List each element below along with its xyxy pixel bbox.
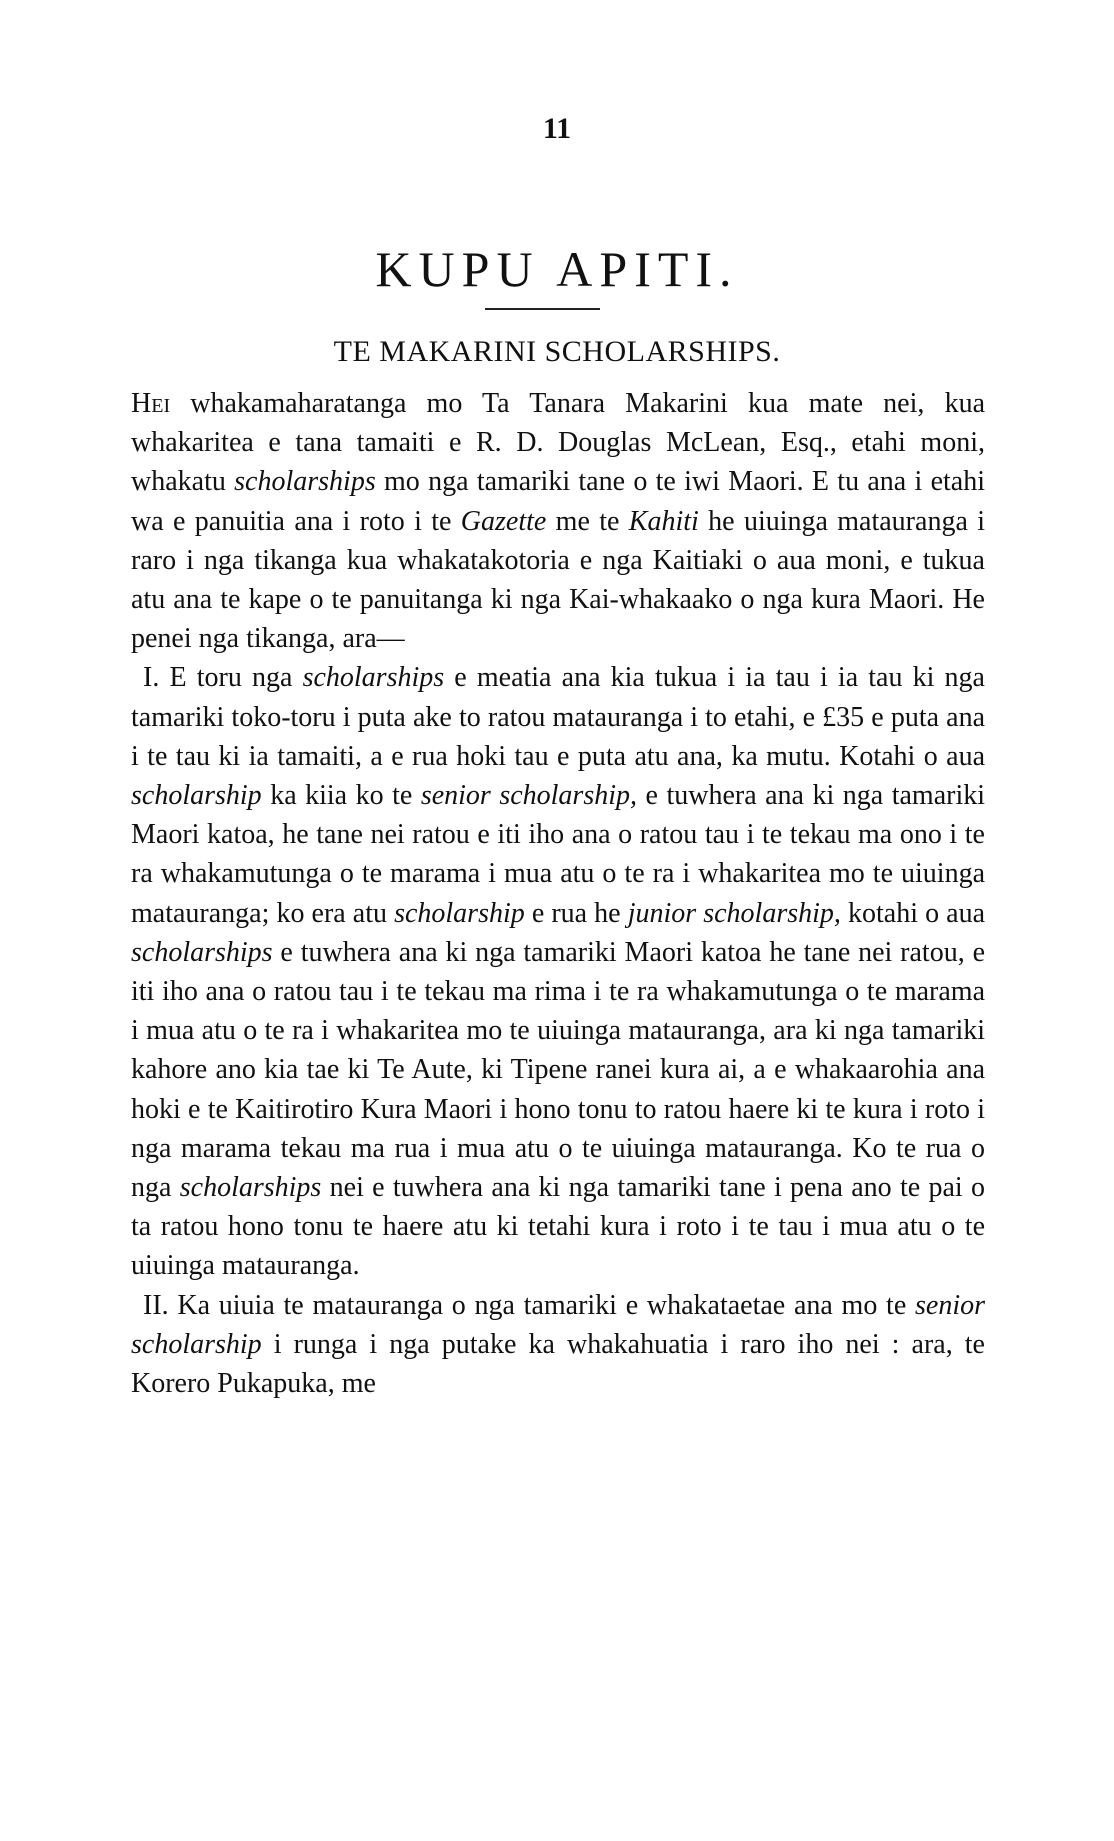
text-run: mo nga tamariki tane o te iwi Maori. E tu ana i etahi wa e panuitia ana i roto i te (131, 466, 986, 537)
text-run: e rua he (524, 897, 628, 929)
text-run: i runga i nga putake ka whakahuatia i raro iho nei : ara, te Korero Pukapuka, me (131, 1328, 985, 1400)
text-run: ka kiia ko te (261, 780, 421, 812)
italic-term: scholarships (302, 662, 445, 694)
italic-term: scholarships (131, 936, 273, 968)
text-run: Ka uiuia te matauranga o nga tamariki e whakataetae ana mo te (168, 1289, 915, 1321)
italic-term: scholarships (179, 1172, 322, 1204)
italic-term: scholarship (131, 780, 262, 812)
paragraph-rule-one (131, 658, 985, 1285)
text-run: kotahi o aua (840, 897, 986, 929)
text-run: e tuwhera ana ki nga tamariki Maori katoa, he tane nei ratou e iti iho ana o ratou tau i te tekau ma ono i te ra whakamutunga o te marama i mua atu o te ra i whakaritea mo te uiuinga matauranga; ko era atu (131, 780, 985, 929)
section-heading: TE MAKARINI SCHOLARSHIPS. (333, 335, 781, 368)
text-run: nei e tuwhera ana ki nga tamariki tane i pena ano te pai o ta ratou hono tonu te haere atu ki tetahi kura i roto i te tau i mua atu o te uiuinga matauranga. (131, 1172, 985, 1282)
section-number: II. (143, 1289, 169, 1321)
text-run: e meatia ana kia tukua i ia tau i ia tau ki nga tamariki toko-toru i puta ake to ratou matauranga i to etahi, e £35 e puta ana i te tau ki ia tamaiti, a e rua hoki tau e puta atu ana, ka mutu. Kotahi o aua (131, 662, 985, 772)
text-run: he uiuinga matauranga i raro i nga tikanga kua whakatakotoria e nga Kaitiaki o aua moni, e tukua atu ana te kape o te panuitanga ki nga Kai-whakaako o nga kura Maori. He penei nga tikanga, ara— (131, 505, 985, 655)
lead-word: Hei (131, 388, 171, 419)
text-run: E toru nga (159, 662, 303, 694)
page-title: KUPU APITI. (375, 241, 739, 297)
text-run: me te (546, 505, 629, 537)
italic-term: scholarship (394, 897, 525, 929)
italic-term: senior scholarship, (420, 780, 638, 812)
italic-term: scholarships (234, 466, 376, 498)
section-number: I. (143, 662, 160, 694)
title-divider (485, 308, 600, 310)
text-run: e tuwhera ana ki nga tamariki Maori katoa he tane nei ratou, e iti iho ana o ratou tau i te tekau ma rima i te ra whakamutunga o te marama i mua atu o te ra i whakaritea mo te uiuinga matauranga, ara ki nga tamariki kahore ano kia tae ki Te Aute, ki Tipene ranei kura ai, a e whakaarohia ana hoki e te Kaitirotiro Kura Maori i hono tonu to ratou haere ki te kura i roto i nga marama tekau ma rua i mua atu o te uiuinga matauranga. Ko te rua o nga (131, 936, 985, 1204)
text-run: whakamaharatanga mo Ta Tanara Makarini kua mate nei, kua whakaritea e tana tamaiti e R. D. Douglas McLean, Esq., etahi moni, whakatu (131, 388, 985, 498)
paragraph-rule-two (131, 1286, 985, 1404)
italic-term: Gazette (460, 505, 547, 537)
italic-term: Kahiti (628, 505, 699, 537)
page-number: 11 (542, 112, 572, 145)
italic-term: junior scholarship, (627, 897, 841, 929)
italic-term: senior scholarship (131, 1289, 985, 1360)
body-text (131, 384, 985, 1403)
paragraph-intro (131, 384, 985, 658)
